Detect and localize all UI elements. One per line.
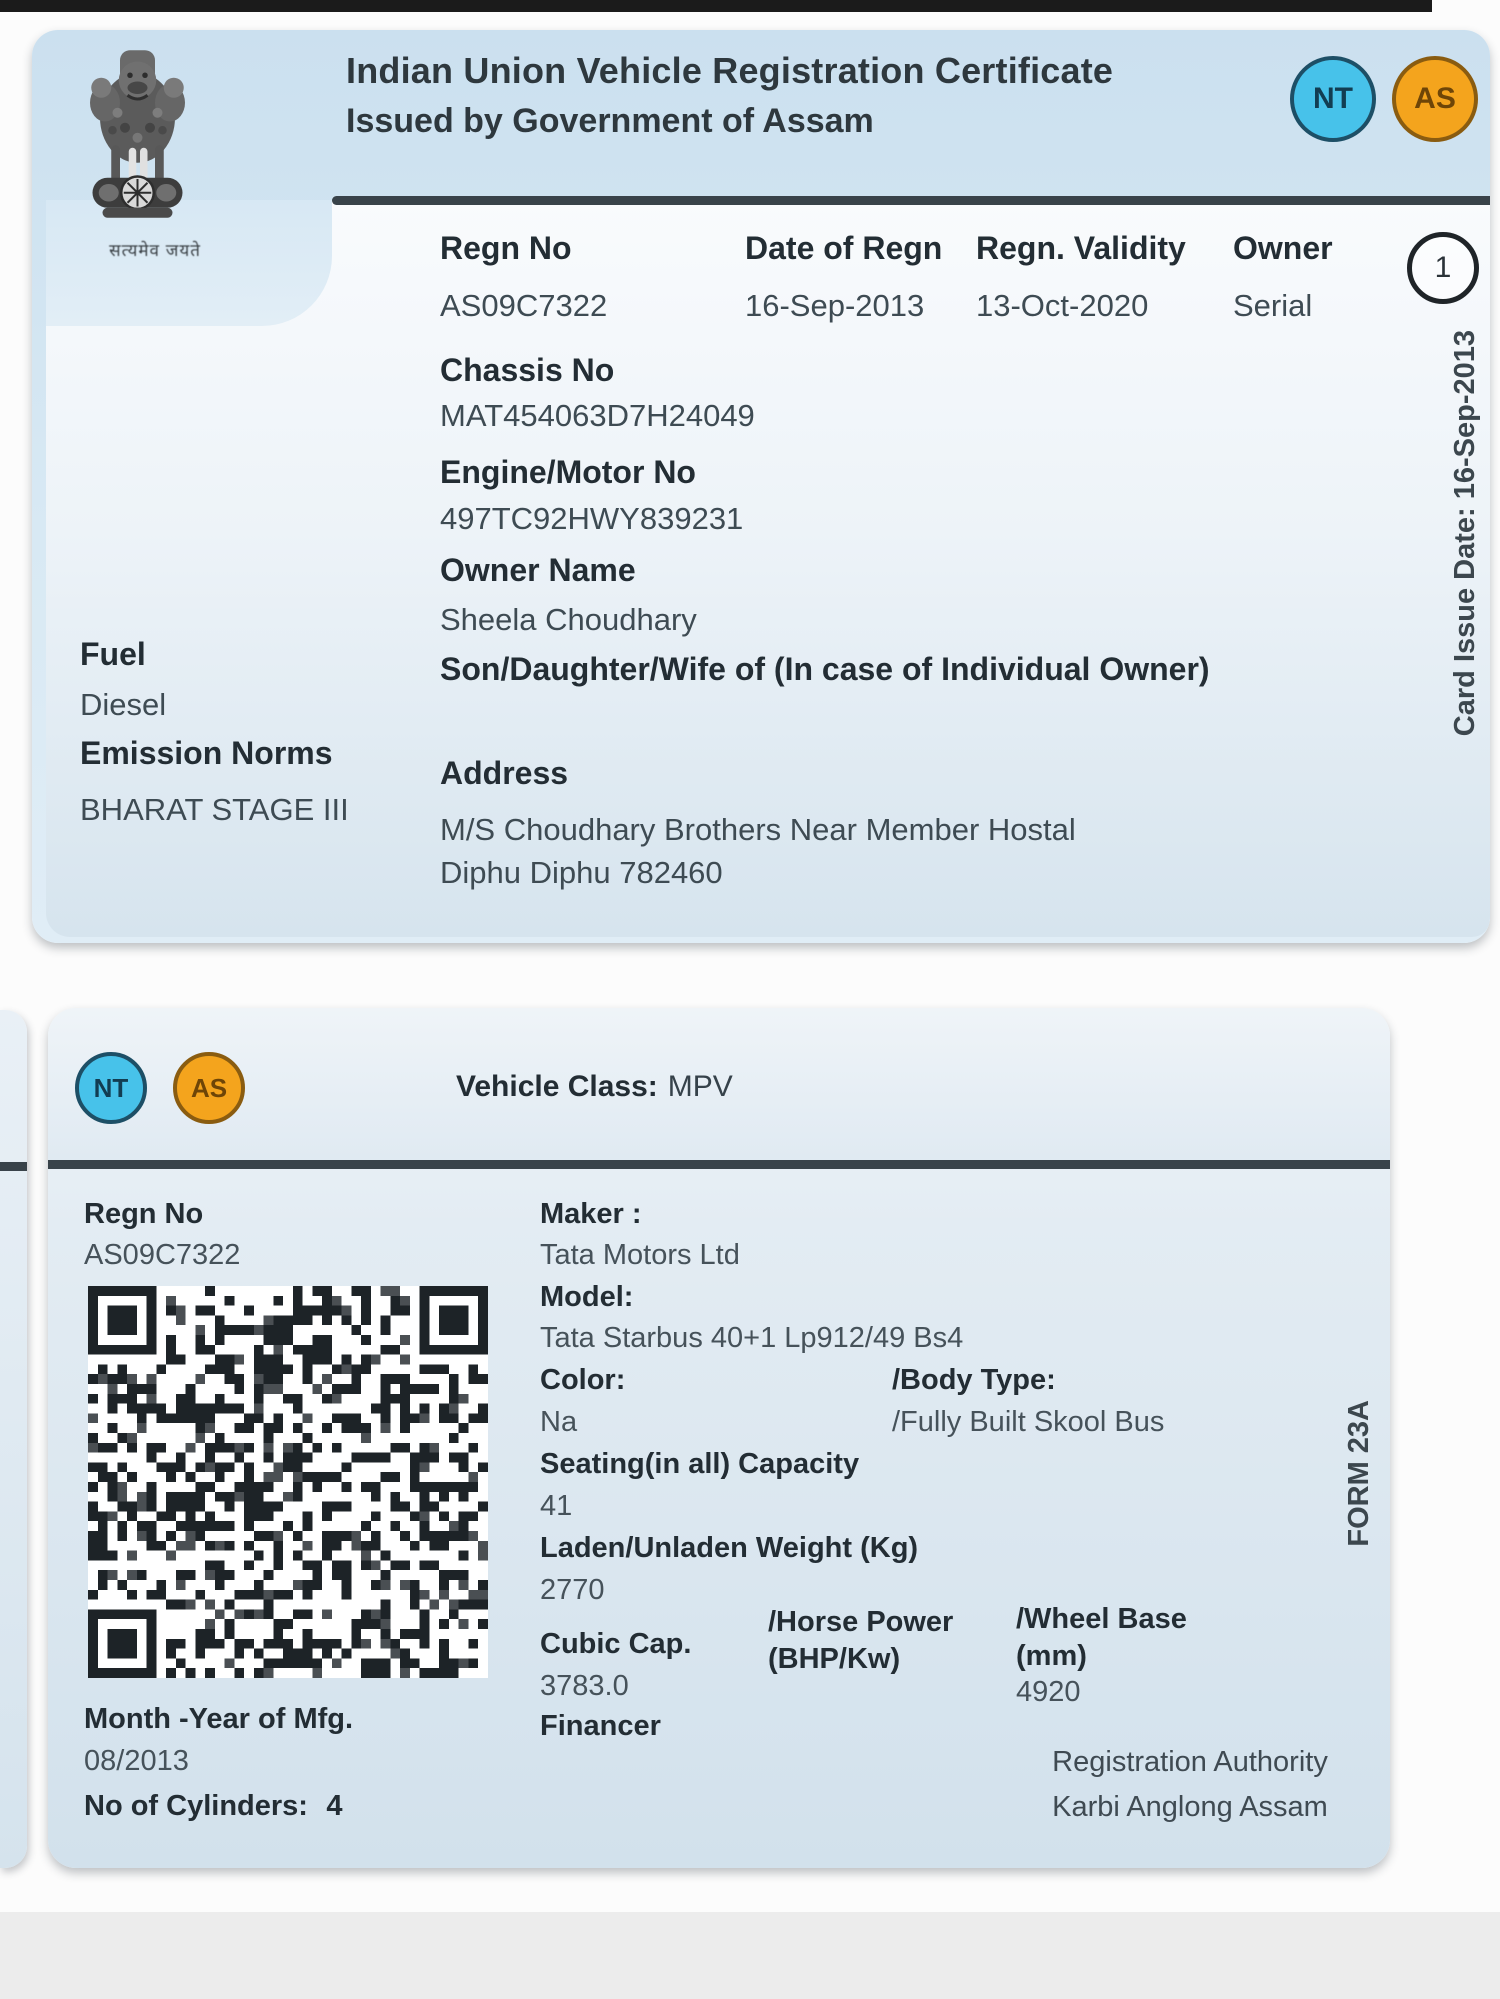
regn-no-value: AS09C7322	[84, 1239, 241, 1271]
weight-value: 2770	[540, 1574, 605, 1606]
wheel-base-label-1: /Wheel Base	[1016, 1603, 1187, 1635]
top-dark-bar	[0, 0, 1432, 12]
weight-label: Laden/Unladen Weight (Kg)	[540, 1532, 919, 1564]
nt-badge	[75, 1052, 147, 1124]
owner-serial-badge	[1407, 232, 1479, 304]
regn-no-value: AS09C7322	[440, 288, 608, 323]
validity-value: 13-Oct-2020	[976, 288, 1149, 323]
chassis-label: Chassis No	[440, 352, 615, 388]
wheel-base-label-2: (mm)	[1016, 1640, 1087, 1672]
qr-code	[88, 1286, 488, 1678]
fuel-label: Fuel	[80, 636, 146, 672]
cubic-cap-value: 3783.0	[540, 1670, 629, 1702]
back-separator-line	[48, 1160, 1390, 1169]
emblem-motto: सत्यमेव जयते	[109, 241, 201, 260]
relation-label: Son/Daughter/Wife of (In case of Individual Owner)	[440, 651, 1210, 687]
as-badge	[1392, 56, 1478, 142]
cylinders-value: 4	[326, 1790, 343, 1822]
engine-value: 497TC92HWY839231	[440, 501, 744, 536]
regn-no-label: Regn No	[440, 230, 572, 266]
nt-badge	[1290, 56, 1376, 142]
vehicle-class-label: Vehicle Class:	[456, 1070, 658, 1103]
certificate-subtitle: Issued by Government of Assam	[346, 102, 874, 140]
fuel-value: Diesel	[80, 687, 167, 722]
horse-power-label-2: (BHP/Kw)	[768, 1643, 901, 1675]
peeking-card-strip	[0, 1010, 27, 1868]
color-value: Na	[540, 1406, 578, 1438]
rc-card-front	[32, 30, 1490, 943]
body-type-value: /Fully Built Skool Bus	[892, 1406, 1165, 1438]
chassis-value: MAT454063D7H24049	[440, 398, 755, 433]
model-value: Tata Starbus 40+1 Lp912/49 Bs4	[540, 1322, 964, 1354]
maker-label: Maker :	[540, 1198, 642, 1230]
registration-authority-line1: Registration Authority	[1052, 1746, 1328, 1778]
owner-serial-number: 1	[1434, 251, 1452, 284]
vehicle-class-value: MPV	[667, 1070, 733, 1103]
mfg-label: Month -Year of Mfg.	[84, 1703, 354, 1735]
strip-separator-line	[0, 1162, 27, 1171]
date-of-regn-value: 16-Sep-2013	[745, 288, 925, 323]
cylinders-row	[84, 1790, 343, 1823]
model-label: Model:	[540, 1281, 634, 1313]
registration-authority-line2: Karbi Anglong Assam	[1052, 1791, 1328, 1823]
emission-label: Emission Norms	[80, 735, 333, 771]
regn-no-label: Regn No	[84, 1198, 204, 1230]
address-line1: M/S Choudhary Brothers Near Member Hostal	[440, 812, 1076, 847]
body-type-label: /Body Type:	[892, 1364, 1056, 1396]
nt-badge-label: NT	[93, 1072, 129, 1103]
front-separator-line	[332, 196, 1490, 205]
owner-serial-word: Serial	[1233, 288, 1313, 323]
owner-label: Owner	[1233, 230, 1333, 266]
seating-value: 41	[540, 1490, 573, 1522]
cylinders-label: No of Cylinders:	[84, 1790, 308, 1822]
horse-power-label-1: /Horse Power	[768, 1606, 954, 1638]
maker-value: Tata Motors Ltd	[540, 1239, 740, 1271]
date-of-regn-label: Date of Regn	[745, 230, 943, 266]
validity-label: Regn. Validity	[976, 230, 1186, 266]
as-badge-label: AS	[1414, 82, 1456, 115]
emission-value: BHARAT STAGE III	[80, 792, 349, 827]
form-23a-note: FORM 23A	[1343, 1400, 1375, 1547]
vehicle-class-row	[456, 1070, 733, 1104]
financer-label: Financer	[540, 1710, 661, 1742]
mfg-value: 08/2013	[84, 1745, 189, 1777]
address-label: Address	[440, 755, 569, 791]
bottom-gray-band	[0, 1912, 1500, 1999]
wheel-base-value: 4920	[1016, 1676, 1081, 1708]
card-issue-date-note: Card Issue Date: 16-Sep-2013	[1449, 330, 1481, 737]
address-line2: Diphu Diphu 782460	[440, 855, 723, 890]
as-badge-label: AS	[190, 1072, 228, 1103]
engine-label: Engine/Motor No	[440, 454, 696, 490]
ashoka-emblem-icon	[75, 38, 200, 230]
color-label: Color:	[540, 1364, 626, 1396]
rc-card-back	[48, 1008, 1390, 1868]
seating-label: Seating(in all) Capacity	[540, 1448, 860, 1480]
registration-authority-block	[1010, 1740, 1370, 1830]
cubic-cap-label: Cubic Cap.	[540, 1628, 692, 1660]
owner-name-value: Sheela Choudhary	[440, 602, 697, 637]
owner-name-label: Owner Name	[440, 552, 636, 588]
as-badge	[173, 1052, 245, 1124]
certificate-title: Indian Union Vehicle Registration Certificate	[346, 50, 1114, 91]
nt-badge-label: NT	[1313, 82, 1353, 115]
